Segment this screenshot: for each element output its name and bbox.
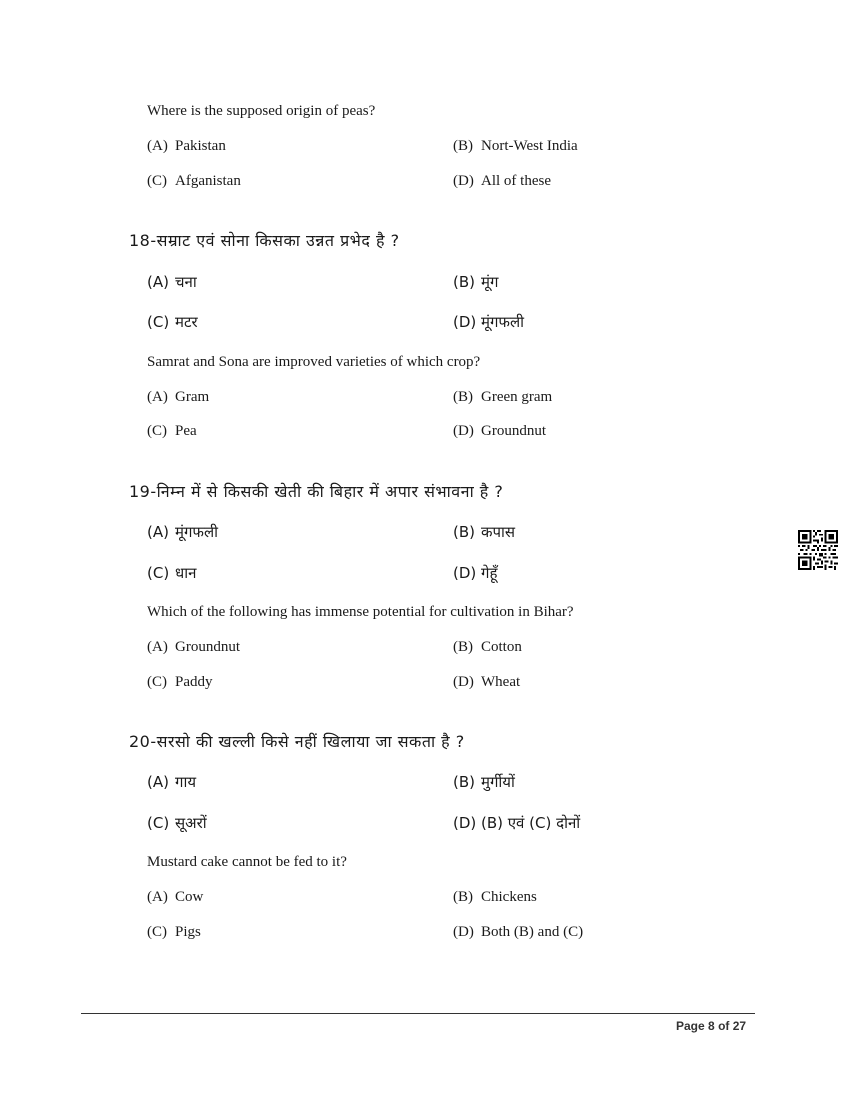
question-text: Which of the following has immense potential for cultivation in Bihar?	[147, 604, 574, 620]
option-d: (D) Both (B) and (C)	[453, 924, 584, 940]
option-b: (B) मुर्गीयों	[453, 773, 515, 791]
option-b: (B) Green gram	[453, 389, 553, 405]
option-d: (D) Groundnut	[453, 423, 546, 439]
option-a: (A) Pakistan	[147, 138, 226, 154]
page-indicator: Page 8 of 27	[676, 1019, 747, 1033]
option-c: (C) Paddy	[147, 674, 213, 690]
option-a: (A) चना	[147, 273, 197, 291]
option-b: (B) Cotton	[453, 639, 522, 655]
total-pages: 27	[732, 1019, 747, 1033]
option-c: (C) सूअरों	[147, 814, 207, 832]
question-text: Where is the supposed origin of peas?	[147, 103, 376, 119]
question-text-hindi: 18-सम्राट एवं सोना किसका उन्नत प्रभेद है ?	[129, 231, 400, 250]
question-text: Mustard cake cannot be fed to it?	[147, 854, 347, 870]
option-c: (C) धान	[147, 564, 197, 582]
option-c: (C) मटर	[147, 313, 198, 331]
qr-code-icon	[798, 530, 838, 570]
option-d: (D) Wheat	[453, 674, 521, 690]
question-text: Samrat and Sona are improved varieties of which crop?	[147, 354, 481, 370]
option-a: (A) गाय	[147, 773, 197, 791]
option-c: (C) Pigs	[147, 924, 201, 940]
option-d: (D) मूंगफली	[453, 313, 525, 331]
option-b: (B) मूंग	[453, 273, 499, 291]
footer-divider	[81, 1013, 755, 1014]
option-d: (D) (B) एवं (C) दोनों	[453, 814, 581, 832]
option-c: (C) Pea	[147, 423, 197, 439]
option-a: (A) Cow	[147, 889, 204, 905]
option-a: (A) मूंगफली	[147, 523, 219, 541]
option-a: (A) Gram	[147, 389, 210, 405]
option-d: (D) गेहूँ	[453, 564, 498, 582]
option-b: (B) Chickens	[453, 889, 537, 905]
option-b: (B) कपास	[453, 523, 516, 541]
question-text-hindi: 19-निम्न में से किसकी खेती की बिहार में अपार संभावना है ?	[129, 482, 504, 501]
option-d: (D) All of these	[453, 173, 551, 189]
option-a: (A) Groundnut	[147, 639, 240, 655]
question-text-hindi: 20-सरसो की खल्ली किसे नहीं खिलाया जा सकता है ?	[129, 732, 465, 751]
option-c: (C) Afganistan	[147, 173, 241, 189]
option-b: (B) Nort-West India	[453, 138, 578, 154]
page-number: 8	[708, 1019, 715, 1033]
